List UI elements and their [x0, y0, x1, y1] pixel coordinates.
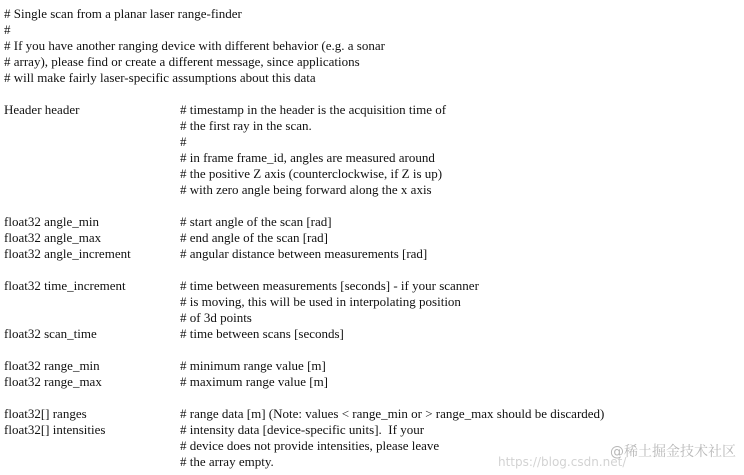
field-comment: # with zero angle being forward along the x axis: [180, 182, 432, 197]
field-comment: # intensity data [device-specific units]. If your: [180, 422, 425, 437]
field-comment: # start angle of the scan [rad]: [180, 214, 332, 229]
field-comment: # the first ray in the scan.: [180, 118, 312, 133]
field-comment: #: [180, 134, 187, 149]
field-comment: # timestamp in the header is the acquisition time of: [180, 102, 447, 117]
field-comment: # the positive Z axis (counterclockwise, if Z is up): [180, 166, 443, 181]
field-declaration: float32 angle_increment: [4, 246, 131, 261]
watermark-text: @稀土掘金技术社区: [610, 444, 736, 460]
field-comment: # in frame frame_id, angles are measured around: [180, 150, 435, 165]
watermark-url: https://blog.csdn.net/: [498, 455, 627, 469]
field-comment: # time between scans [seconds]: [180, 326, 344, 341]
field-comment: # device does not provide intensities, please leave: [180, 438, 440, 453]
field-comment: # of 3d points: [180, 310, 252, 325]
comment-text: #: [4, 22, 11, 37]
field-declaration: float32 range_min: [4, 358, 100, 373]
field-comment: # range data [m] (Note: values < range_min or > range_max should be discarded): [180, 406, 605, 421]
field-declaration: float32[] intensities: [4, 422, 106, 437]
field-declaration: float32 angle_max: [4, 230, 102, 245]
field-comment: # minimum range value [m]: [180, 358, 326, 373]
field-comment: # end angle of the scan [rad]: [180, 230, 328, 245]
field-comment: # is moving, this will be used in interpolating position: [180, 294, 461, 309]
field-declaration: float32 scan_time: [4, 326, 97, 341]
field-declaration: float32 range_max: [4, 374, 102, 389]
field-declaration: float32[] ranges: [4, 406, 87, 421]
comment-text: # array), please find or create a different message, since applications: [4, 54, 360, 69]
field-comment: # angular distance between measurements [rad]: [180, 246, 428, 261]
field-declaration: float32 time_increment: [4, 278, 126, 293]
comment-text: # Single scan from a planar laser range-finder: [4, 6, 242, 21]
field-declaration: float32 angle_min: [4, 214, 99, 229]
field-comment: # time between measurements [seconds] - if your scanner: [180, 278, 479, 293]
field-comment: # the array empty.: [180, 454, 274, 469]
comment-text: # will make fairly laser-specific assumptions about this data: [4, 70, 316, 85]
field-declaration: Header header: [4, 102, 80, 117]
comment-text: # If you have another ranging device with different behavior (e.g. a sonar: [4, 38, 385, 53]
field-comment: # maximum range value [m]: [180, 374, 329, 389]
